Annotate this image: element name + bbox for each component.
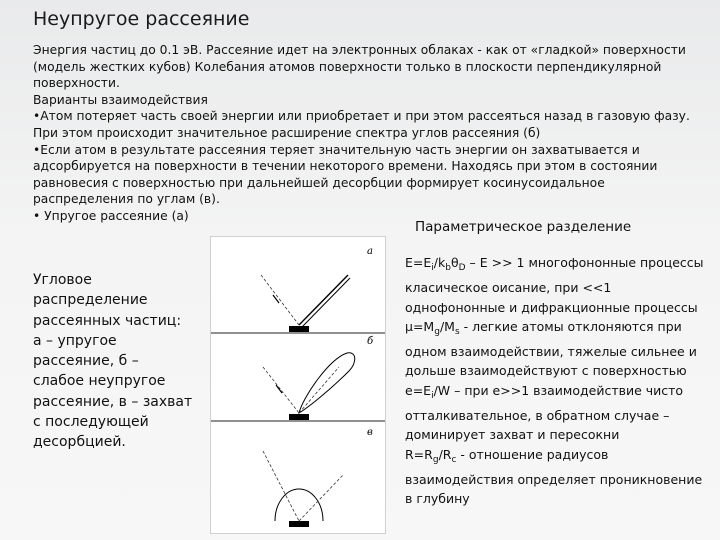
slide-title: Неупругое рассеяние	[33, 8, 250, 30]
param-radius-ratio: $R=R_g/R_c$ - отношение радиусов взаимодействия определяет проникновение в глубину	[405, 446, 703, 507]
intro-paragraph: Варианты взаимодействия	[33, 92, 208, 107]
parametric-list	[405, 253, 710, 509]
intro-paragraph: • Упругое рассеяние (а)	[33, 208, 189, 223]
param-energy-ratio: $E=E_i/k_b\theta_D - E >> 1$ многофононные процессы класическое оисание, при <<1 однофононные и дифракционные процессы	[405, 255, 704, 315]
parametric-title: Параметрическое разделение	[415, 219, 632, 235]
figure-label-b: б	[367, 336, 374, 347]
intro-paragraph: Энергия частиц до 0.1 эВ. Рассеяние идет на электронных облаках - как от «гладкой» поверхности (модель жестких кубов) Колебания атомов поверхности только в плоскости перпендикулярной поверхности.	[33, 43, 686, 91]
diagram-c-desorption	[263, 427, 373, 527]
figure-label-c: в	[367, 427, 373, 438]
figure-label-a: а	[367, 246, 373, 257]
intro-paragraph: •Если атом в результате рассеяния теряет значительную часть энергии он захватывается и адсорбируется на поверхности в течении некоторого времени. Находясь при этом в состоянии равновесия с поверхностью при дальнейшей десорбции формирует косинусоидальное распределения по углам (в).	[33, 142, 658, 207]
scattering-diagrams	[211, 237, 385, 533]
intro-text	[33, 42, 703, 225]
scattering-figure	[210, 236, 386, 534]
param-well-ratio: $e=E_i/W$ – при e>>1 взаимодействие чисто отталкивательное, в обратном случае – доминирует захват и пересокни	[405, 382, 684, 443]
figure-caption: Угловое распределение рассеянных частиц: а – упругое рассеяние, б – слабое неупругое рассеяние, в – захват с последующей десорбцией.	[33, 272, 193, 451]
intro-paragraph: •Атом потеряет часть своей энергии или приобретает и при этом рассеяться назад в газовую фазу. При этом происходит значительное расширение спектра углов рассеяния (б)	[33, 109, 690, 140]
diagram-a-elastic	[261, 246, 373, 332]
param-mass-ratio: $\mu=M_g/M_s$ - легкие атомы отклоняются при одном взаимодействии, тяжелые сильнее и дольше взаимодействуют с поверхностью	[405, 318, 697, 379]
diagram-b-inelastic	[263, 336, 374, 420]
